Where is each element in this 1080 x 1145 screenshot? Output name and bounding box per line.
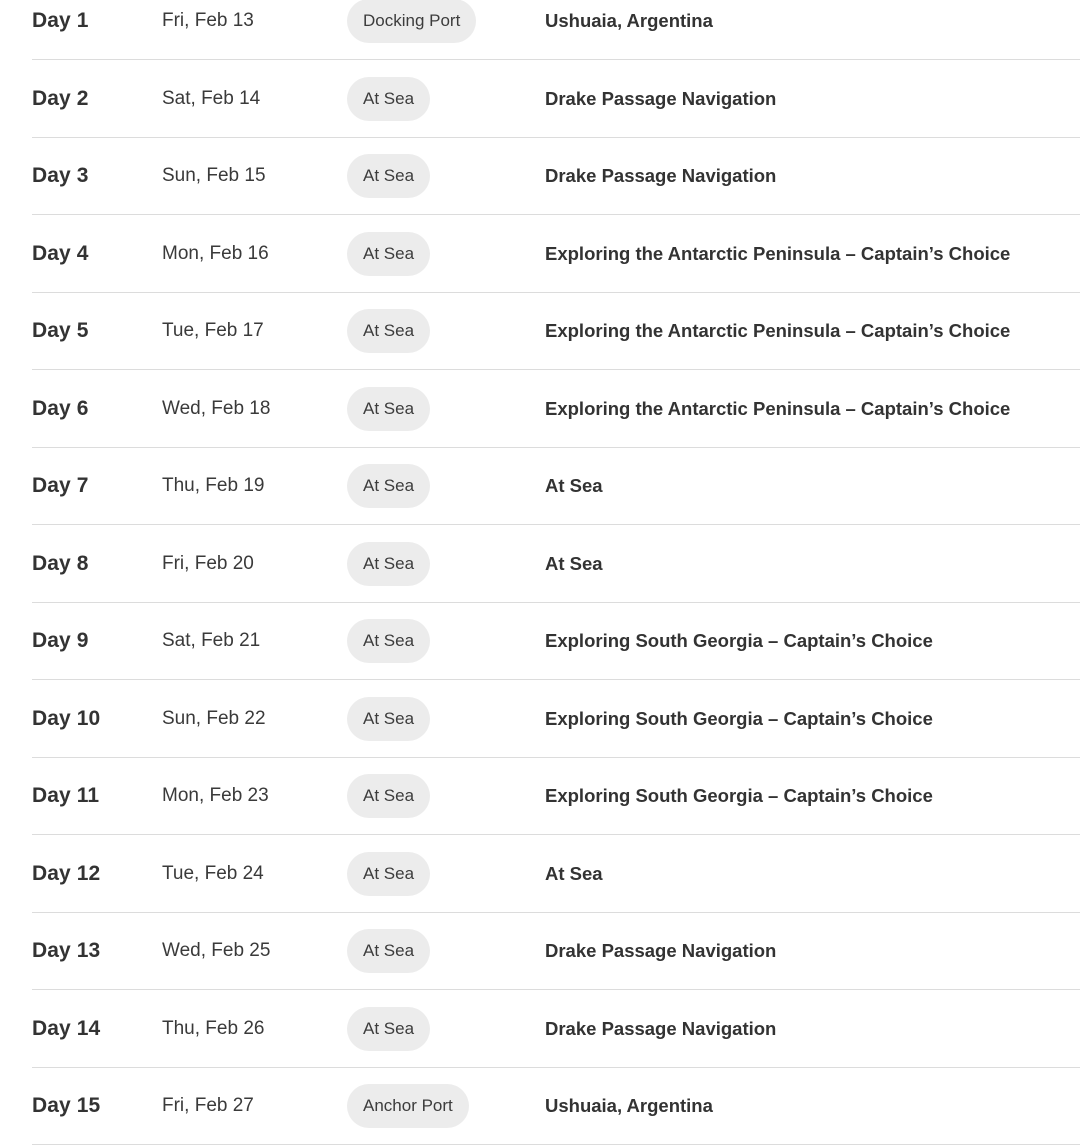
date-label: Fri, Feb 20	[162, 553, 254, 575]
port-type-badge: At Sea	[347, 464, 430, 508]
port-type-badge: Docking Port	[347, 0, 476, 43]
port-type-badge: Anchor Port	[347, 1084, 469, 1128]
itinerary-row	[32, 369, 1080, 448]
itinerary-row	[32, 0, 1080, 60]
port-type-badge: At Sea	[347, 852, 430, 896]
port-name: Exploring the Antarctic Peninsula – Captain’s Choice	[545, 243, 1010, 265]
port-type-badge: At Sea	[347, 619, 430, 663]
day-label: Day 4	[32, 242, 89, 266]
port-name: Ushuaia, Argentina	[545, 1095, 713, 1117]
day-label: Day 8	[32, 552, 89, 576]
port-name: Drake Passage Navigation	[545, 165, 776, 187]
port-name: Exploring South Georgia – Captain’s Choice	[545, 708, 933, 730]
port-name: Exploring the Antarctic Peninsula – Captain’s Choice	[545, 320, 1010, 342]
day-label: Day 15	[32, 1094, 100, 1118]
day-label: Day 6	[32, 397, 89, 421]
port-type-badge: At Sea	[347, 774, 430, 818]
date-label: Fri, Feb 13	[162, 10, 254, 32]
date-label: Thu, Feb 19	[162, 475, 264, 497]
port-type-badge: At Sea	[347, 77, 430, 121]
port-type-badge: At Sea	[347, 387, 430, 431]
day-label: Day 11	[32, 784, 99, 808]
date-label: Sat, Feb 21	[162, 630, 260, 652]
day-label: Day 9	[32, 629, 89, 653]
port-type-badge: At Sea	[347, 309, 430, 353]
port-name: Drake Passage Navigation	[545, 1018, 776, 1040]
port-name: At Sea	[545, 475, 603, 497]
date-label: Tue, Feb 17	[162, 320, 264, 342]
itinerary-row	[32, 912, 1080, 991]
date-label: Sun, Feb 15	[162, 165, 266, 187]
port-type-badge: At Sea	[347, 154, 430, 198]
date-label: Tue, Feb 24	[162, 863, 264, 885]
port-type-badge: At Sea	[347, 232, 430, 276]
itinerary-row	[32, 447, 1080, 526]
date-label: Sun, Feb 22	[162, 708, 266, 730]
itinerary-row	[32, 59, 1080, 138]
itinerary-row	[32, 1067, 1080, 1145]
day-label: Day 10	[32, 707, 100, 731]
port-name: Drake Passage Navigation	[545, 940, 776, 962]
port-type-badge: At Sea	[347, 697, 430, 741]
itinerary-row	[32, 524, 1080, 603]
itinerary-row	[32, 137, 1080, 216]
date-label: Mon, Feb 23	[162, 785, 269, 807]
date-label: Mon, Feb 16	[162, 243, 269, 265]
date-label: Thu, Feb 26	[162, 1018, 264, 1040]
itinerary-row	[32, 292, 1080, 371]
day-label: Day 13	[32, 939, 100, 963]
port-name: Exploring South Georgia – Captain’s Choice	[545, 630, 933, 652]
day-label: Day 5	[32, 319, 89, 343]
port-name: Exploring the Antarctic Peninsula – Captain’s Choice	[545, 398, 1010, 420]
port-name: Exploring South Georgia – Captain’s Choice	[545, 785, 933, 807]
day-label: Day 14	[32, 1017, 100, 1041]
day-label: Day 12	[32, 862, 100, 886]
itinerary-row	[32, 679, 1080, 758]
day-label: Day 3	[32, 164, 89, 188]
day-label: Day 1	[32, 9, 89, 33]
itinerary-row	[32, 989, 1080, 1068]
date-label: Wed, Feb 25	[162, 940, 270, 962]
port-type-badge: At Sea	[347, 929, 430, 973]
itinerary-row	[32, 214, 1080, 293]
date-label: Fri, Feb 27	[162, 1095, 254, 1117]
port-type-badge: At Sea	[347, 1007, 430, 1051]
port-name: Ushuaia, Argentina	[545, 10, 713, 32]
day-label: Day 7	[32, 474, 89, 498]
port-name: At Sea	[545, 553, 603, 575]
itinerary-row	[32, 757, 1080, 836]
port-name: At Sea	[545, 863, 603, 885]
day-label: Day 2	[32, 87, 89, 111]
port-name: Drake Passage Navigation	[545, 88, 776, 110]
itinerary-row	[32, 602, 1080, 681]
port-type-badge: At Sea	[347, 542, 430, 586]
date-label: Wed, Feb 18	[162, 398, 270, 420]
itinerary-row	[32, 834, 1080, 913]
date-label: Sat, Feb 14	[162, 88, 260, 110]
